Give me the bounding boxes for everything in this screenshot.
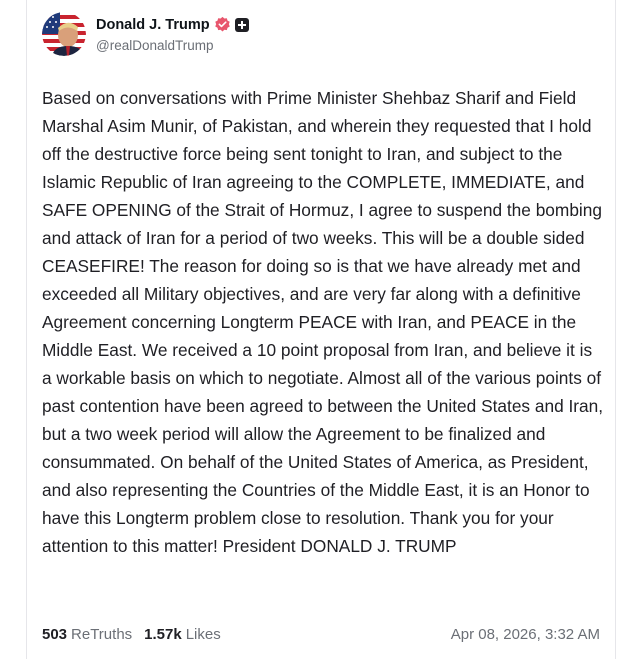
verified-badge-icon: [214, 16, 231, 33]
avatar-image: [42, 12, 86, 56]
post-header: [42, 12, 250, 56]
likes-stat[interactable]: [144, 626, 221, 643]
likes-count: 1.57k: [144, 625, 182, 643]
author-name-row: [96, 16, 250, 34]
author-handle[interactable]: @realDonaldTrump: [96, 37, 214, 53]
plus-badge-icon: [234, 17, 250, 33]
post-card: [26, 0, 616, 659]
post-body-text: Based on conversations with Prime Minister Shehbaz Sharif and Field Marshal Asim Munir, of Pakistan, and wherein they requested that I hold off the destructive force being sent tonight to Iran, and subject to the Islamic Republic of Iran agreeing to the COMPLETE, IMMEDIATE, and SAFE OPENING of the Strait of Hormuz, I agree to suspend the bombing and attack of Iran for a period of two weeks. This will be a double sided CEASEFIRE! The reason for doing so is that we have already met and exceeded all Military objectives, and are very far along with a definitive Agreement concerning Longterm PEACE with Iran, and PEACE in the Middle East. We received a 10 point proposal from Iran, and believe it is a workable basis on which to negotiate. Almost all of the various points of past contention have been agreed to between the United States and Iran, but a two week period will allow the Agreement to be finalized and consummated. On behalf of the United States of America, as President, and also representing the Countries of the Middle East, it is an Honor to have this Longterm problem close to resolution. Thank you for your attention to this matter! President DONALD J. TRUMP: [42, 88, 604, 556]
retruths-count: 503: [42, 625, 68, 643]
post-timestamp[interactable]: Apr 08, 2026, 3:32 AM: [450, 625, 600, 643]
author-names: [96, 16, 250, 53]
avatar[interactable]: [42, 12, 86, 56]
retruths-stat[interactable]: [42, 626, 132, 643]
post-footer: [42, 623, 600, 645]
author-display-name[interactable]: Donald J. Trump: [96, 16, 210, 33]
retruths-label: ReTruths: [71, 625, 133, 643]
likes-label: Likes: [185, 625, 221, 643]
